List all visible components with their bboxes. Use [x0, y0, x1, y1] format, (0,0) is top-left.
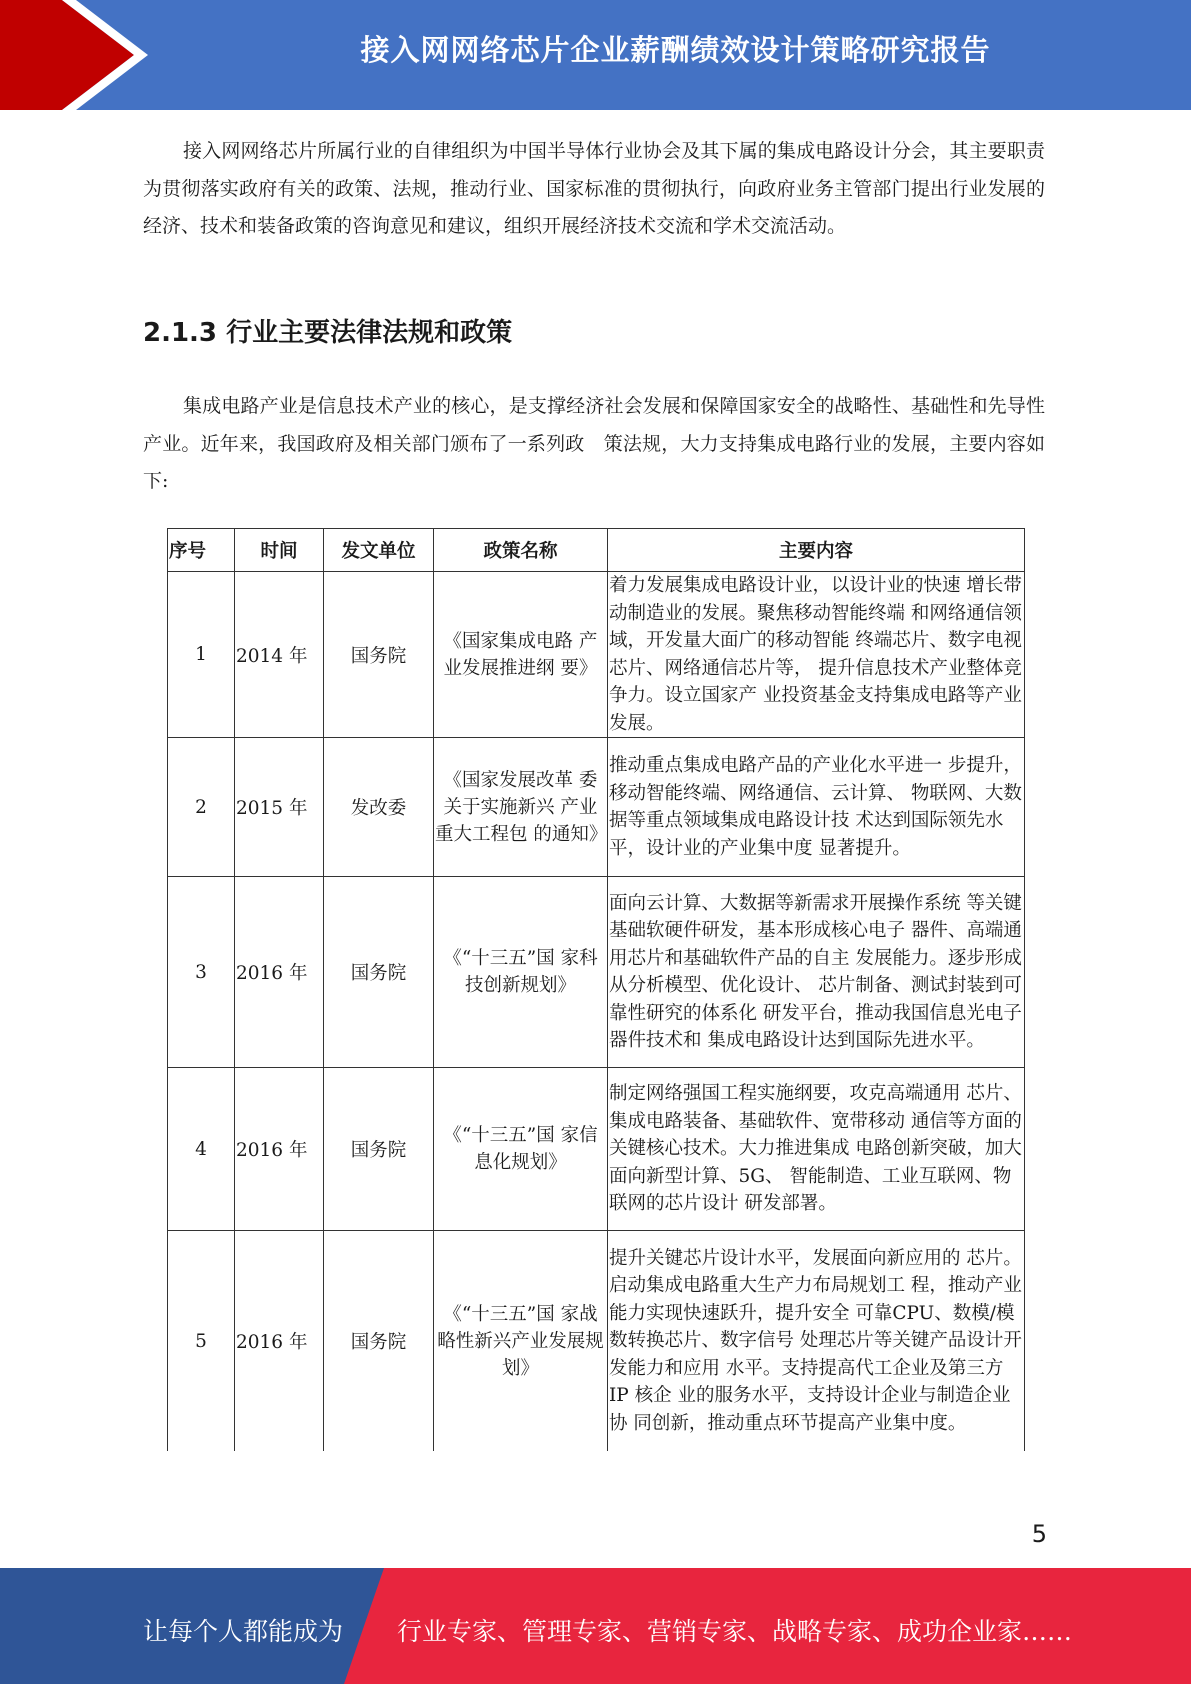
column-header-content: 主要内容: [608, 529, 1025, 572]
column-header-dept: 发文单位: [324, 529, 434, 572]
cell-num: 4: [168, 1068, 235, 1231]
column-header-index: 序号: [168, 529, 235, 572]
footer-slogan-left: 让每个人都能成为: [143, 1617, 344, 1646]
cell-policy-name: 《国家发展改革 委关于实施新兴 产业重大工程包 的通知》: [434, 738, 608, 877]
cell-num: 2: [168, 738, 235, 877]
cell-content: 推动重点集成电路产品的产业化水平进一 步提升，移动智能终端、网络通信、云计算、 物联网、大数据等重点领域集成电路设计技 术达到国际领先水平，设计业的产业集中度 显著提升。: [608, 738, 1025, 877]
cell-dept: 国务院: [324, 572, 434, 738]
cell-dept: 国务院: [324, 877, 434, 1068]
cell-time: 2016 年: [235, 877, 324, 1068]
table-row: [168, 1231, 1025, 1452]
table-header-row: [168, 529, 1025, 572]
cell-content: 着力发展集成电路设计业，以设计业的快速 增长带动制造业的发展。聚焦移动智能终端 和网络通信领域，开发量大面广的移动智能 终端芯片、数字电视芯片、网络通信芯片等， 提升信息技术产业整体竞争力。设立国家产 业投资基金支持集成电路等产业发展。: [608, 572, 1025, 738]
cell-time: 2016 年: [235, 1231, 324, 1452]
cell-num: 1: [168, 572, 235, 738]
cell-time: 2016 年: [235, 1068, 324, 1231]
cell-content: 提升关键芯片设计水平，发展面向新应用的 芯片。启动集成电路重大生产力布局规划工 程，推动产业能力实现快速跃升，提升安全 可靠CPU、数模/模数转换芯片、数字信号 处理芯片等关键产品设计开发能力和应用 水平。支持提高代工企业及第三方 IP 核企 业的服务水平，支持设计企业与制造企业协 同创新，推动重点环节提高产业集中度。: [608, 1231, 1025, 1452]
cell-num: 3: [168, 877, 235, 1068]
cell-content: 制定网络强国工程实施纲要，攻克高端通用 芯片、集成电路装备、基础软件、宽带移动 通信等方面的关键核心技术。大力推进集成 电路创新突破，加大面向新型计算、5G、 智能制造、工业互联网、物联网的芯片设计 研发部署。: [608, 1068, 1025, 1231]
policy-table: [167, 528, 1025, 1451]
cell-policy-name: 《“十三五”国 家科技创新规划》: [434, 877, 608, 1068]
cell-policy-name: 《“十三五”国 家战略性新兴产业发展规划》: [434, 1231, 608, 1452]
column-header-time: 时间: [235, 529, 324, 572]
section-heading: 2.1.3 行业主要法律法规和政策: [143, 318, 513, 348]
cell-time: 2015 年: [235, 738, 324, 877]
cell-time: 2014 年: [235, 572, 324, 738]
report-title: 接入网网络芯片企业薪酬绩效设计策略研究报告: [360, 33, 991, 67]
table-row: [168, 1068, 1025, 1231]
header-chevron-icon: [0, 0, 160, 110]
table-row: [168, 572, 1025, 738]
cell-dept: 国务院: [324, 1068, 434, 1231]
table-row: [168, 738, 1025, 877]
footer-slogan-right: 行业专家、管理专家、营销专家、战略专家、成功企业家……: [397, 1617, 1073, 1646]
page-number: 5: [1031, 1520, 1047, 1548]
cell-policy-name: 《国家集成电路 产业发展推进纲 要》: [434, 572, 608, 738]
section-paragraph: 集成电路产业是信息技术产业的核心，是支撑经济社会发展和保障国家安全的战略性、基础性和先导性产业。近年来，我国政府及相关部门颁布了一系列政 策法规，大力支持集成电路行业的发展，主要内容如下:: [143, 395, 1045, 492]
cell-policy-name: 《“十三五”国 家信息化规划》: [434, 1068, 608, 1231]
cell-dept: 国务院: [324, 1231, 434, 1452]
table-row: [168, 877, 1025, 1068]
cell-dept: 发改委: [324, 738, 434, 877]
page-header: [0, 0, 1191, 110]
intro-paragraph: 接入网网络芯片所属行业的自律组织为中国半导体行业协会及其下属的集成电路设计分会，其主要职责为贯彻落实政府有关的政策、法规，推动行业、国家标准的贯彻执行，向政府业务主管部门提出行业发展的经济、技术和装备政策的咨询意见和建议，组织开展经济技术交流和学术交流活动。: [143, 140, 1045, 237]
cell-num: 5: [168, 1231, 235, 1452]
column-header-policy-name: 政策名称: [434, 529, 608, 572]
cell-content: 面向云计算、大数据等新需求开展操作系统 等关键基础软硬件研发，基本形成核心电子 器件、高端通用芯片和基础软件产品的自主 发展能力。逐步形成从分析模型、优化设计、 芯片制备、测试封装到可靠性研究的体系化 研发平台，推动我国信息光电子器件技术和 集成电路设计达到国际先进水平。: [608, 877, 1025, 1068]
page-footer: [0, 1568, 1191, 1684]
